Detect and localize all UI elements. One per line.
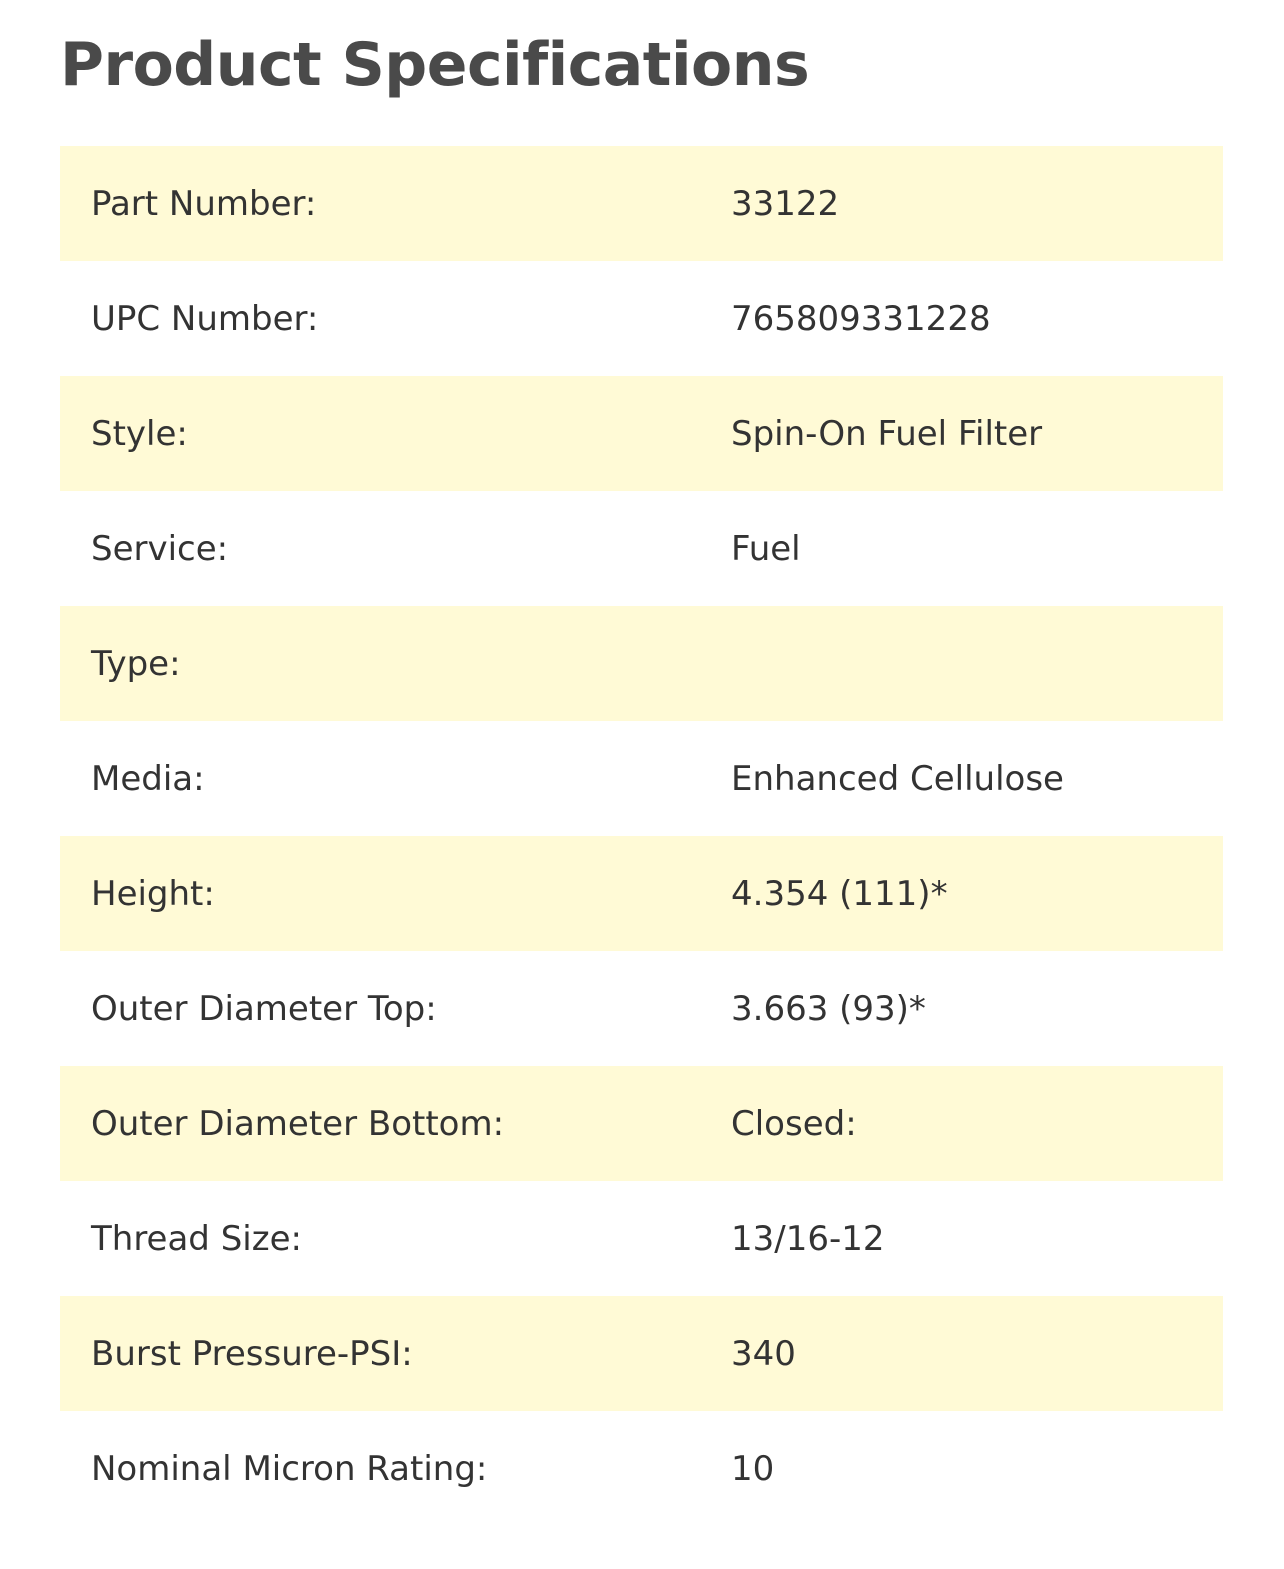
spec-label: Type: (91, 643, 181, 684)
spec-row (60, 1181, 1223, 1296)
spec-label: Nominal Micron Rating: (91, 1448, 488, 1489)
spec-row (60, 721, 1223, 836)
spec-label: Service: (91, 528, 229, 569)
spec-row (60, 261, 1223, 376)
spec-row (60, 1066, 1223, 1181)
spec-row (60, 1411, 1223, 1526)
spec-label: Outer Diameter Top: (91, 988, 437, 1029)
spec-row (60, 606, 1223, 721)
spec-value: Spin-On Fuel Filter (731, 413, 1043, 454)
spec-label: Part Number: (91, 183, 317, 224)
page-title: Product Specifications (60, 30, 810, 100)
spec-label: Thread Size: (91, 1218, 302, 1259)
spec-value: Closed: (731, 1103, 857, 1144)
spec-row (60, 951, 1223, 1066)
specifications-table (60, 146, 1223, 1526)
spec-row (60, 1296, 1223, 1411)
spec-label: UPC Number: (91, 298, 319, 339)
spec-value: 13/16-12 (731, 1218, 885, 1259)
spec-label: Media: (91, 758, 205, 799)
spec-value: Fuel (731, 528, 801, 569)
spec-label: Style: (91, 413, 188, 454)
spec-value: 4.354 (111)* (731, 873, 948, 914)
spec-value: 10 (731, 1448, 775, 1489)
spec-row (60, 146, 1223, 261)
spec-value: 33122 (731, 183, 840, 224)
spec-value: 765809331228 (731, 298, 991, 339)
spec-value: 3.663 (93)* (731, 988, 926, 1029)
spec-value: Enhanced Cellulose (731, 758, 1064, 799)
spec-label: Burst Pressure-PSI: (91, 1333, 413, 1374)
spec-row (60, 836, 1223, 951)
spec-value: 340 (731, 1333, 796, 1374)
spec-label: Height: (91, 873, 215, 914)
spec-row (60, 376, 1223, 491)
spec-label: Outer Diameter Bottom: (91, 1103, 505, 1144)
spec-row (60, 491, 1223, 606)
